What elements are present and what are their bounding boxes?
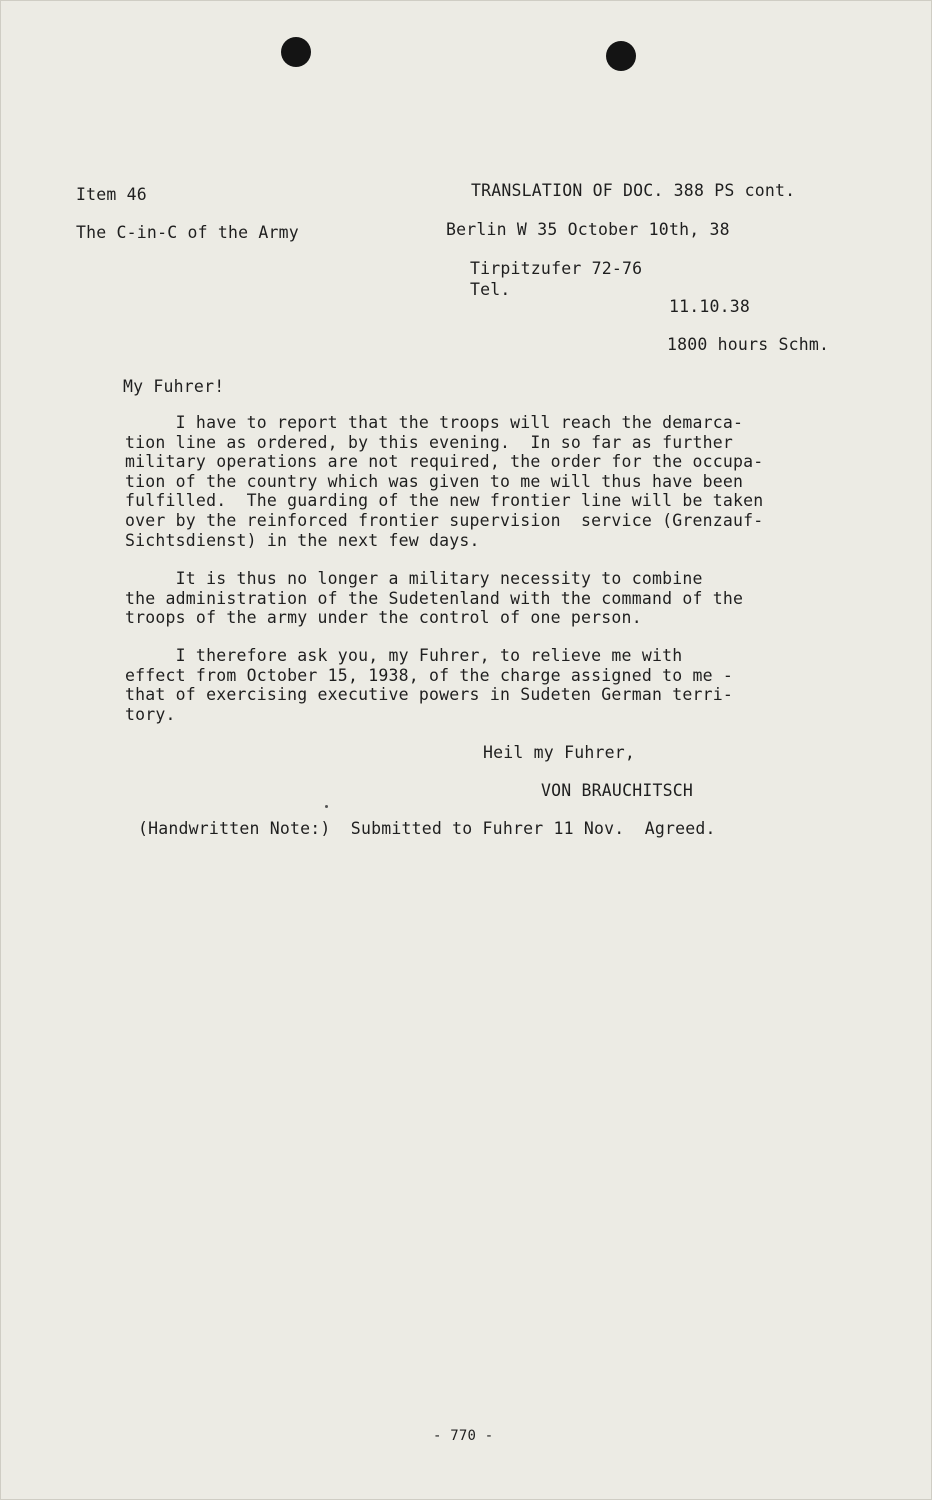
received-date: 11.10.38	[669, 297, 751, 316]
signature: VON BRAUCHITSCH	[541, 781, 694, 800]
paragraph-line: fulfilled. The guarding of the new frontier line will be taken	[125, 491, 764, 511]
punch-hole-left	[281, 37, 311, 67]
page-number: - 770 -	[433, 1428, 494, 1444]
paragraph-line: troops of the army under the control of one person.	[125, 608, 642, 628]
paragraph-line: tory.	[125, 704, 176, 724]
address-line-2: Tel.	[470, 280, 511, 299]
paragraph-line: I therefore ask you, my Fuhrer, to relieve me with	[125, 646, 683, 665]
place-date: Berlin W 35 October 10th, 38	[446, 220, 730, 239]
received-time: 1800 hours Schm.	[667, 335, 830, 354]
closing: Heil my Fuhrer,	[483, 743, 636, 762]
sender-line: The C-in-C of the Army	[76, 223, 299, 242]
handwritten-note: (Handwritten Note:) Submitted to Fuhrer 11 Nov. Agreed.	[138, 819, 716, 838]
paragraph-line: I have to report that the troops will reach the demarca-	[125, 413, 744, 432]
body-paragraph-1	[125, 413, 865, 550]
stray-mark	[325, 805, 328, 808]
body-paragraph-3	[125, 646, 865, 724]
paragraph-line: It is thus no longer a military necessity to combine	[125, 569, 703, 588]
salutation: My Fuhrer!	[123, 377, 225, 396]
paragraph-line: Sichtsdienst) in the next few days.	[125, 530, 480, 550]
paragraph-line: over by the reinforced frontier supervision service (Grenzauf-	[125, 510, 764, 530]
body-paragraph-2	[125, 569, 865, 628]
punch-hole-right	[606, 41, 636, 71]
paragraph-line: effect from October 15, 1938, of the charge assigned to me -	[125, 665, 734, 685]
paragraph-line: that of exercising executive powers in Sudeten German terri-	[125, 685, 734, 705]
paragraph-line: tion of the country which was given to me will thus have been	[125, 471, 744, 491]
address-line-1: Tirpitzufer 72-76	[470, 259, 643, 278]
paragraph-line: the administration of the Sudetenland with the command of the	[125, 588, 744, 608]
paragraph-line: military operations are not required, the order for the occupa-	[125, 452, 764, 472]
paragraph-line: tion line as ordered, by this evening. In so far as further	[125, 432, 734, 452]
item-number: Item 46	[76, 185, 147, 204]
translation-heading: TRANSLATION OF DOC. 388 PS cont.	[471, 181, 796, 200]
